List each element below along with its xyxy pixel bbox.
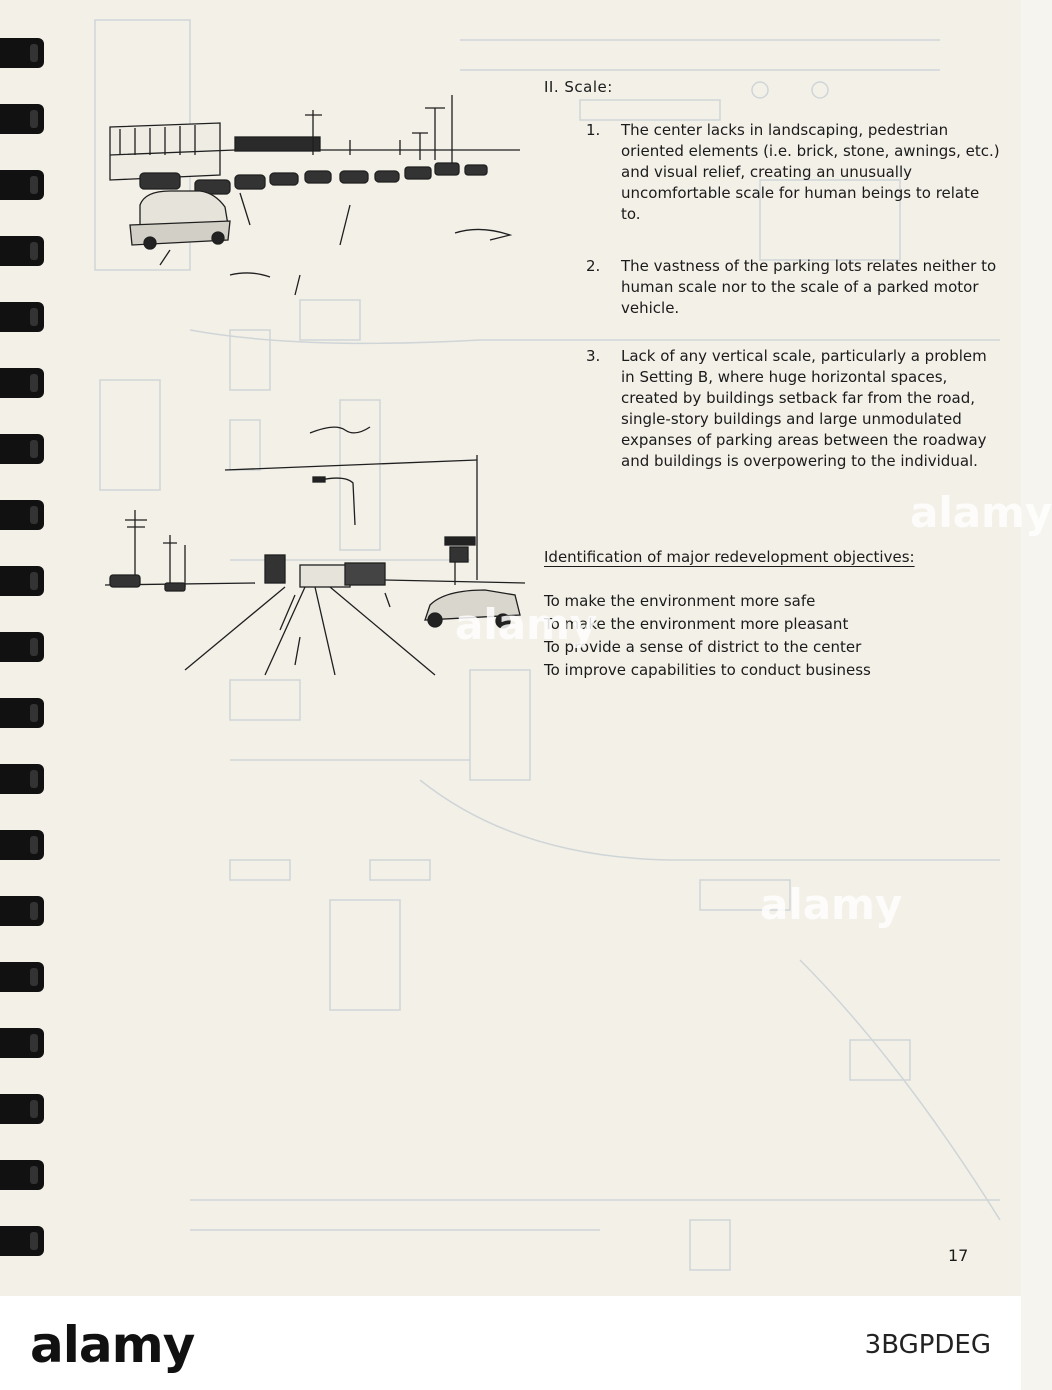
item-number: 2. — [586, 257, 601, 275]
watermark: alamy — [760, 880, 903, 929]
objective-item: To provide a sense of district to the center — [544, 638, 862, 656]
objectives-title: Identification of major redevelopment objectives: — [544, 548, 915, 566]
page-number: 17 — [948, 1246, 969, 1265]
item-number: 3. — [586, 347, 601, 365]
item-text: The center lacks in landscaping, pedestrian oriented elements (i.e. brick, stone, awnings, etc.) and visual relief, creating an unusually uncomfortable scale for human beings to relate to. — [621, 121, 1000, 223]
objective-item: To make the environment more pleasant — [544, 615, 849, 633]
item-number: 1. — [586, 121, 601, 139]
watermark: alamy — [455, 600, 598, 649]
image-id: 3BGPDEG — [864, 1330, 991, 1360]
item-text: The vastness of the parking lots relates neither to human scale nor to the scale of a parked motor vehicle. — [621, 257, 997, 317]
brand-logo: alamy — [30, 1316, 195, 1374]
item-text: Lack of any vertical scale, particularly a problem in Setting B, where huge horizontal spaces, created by buildings setback far from the road, single-story buildings and large unmodulated expanses of parking areas between the roadway and buildings is overpowering to the individual. — [621, 347, 987, 470]
section-heading: II. Scale: — [544, 78, 613, 96]
watermark: alamy — [910, 488, 1052, 537]
objective-item: To make the environment more safe — [544, 592, 816, 610]
stock-footer — [0, 1296, 1021, 1390]
objective-item: To improve capabilities to conduct business — [544, 661, 871, 679]
